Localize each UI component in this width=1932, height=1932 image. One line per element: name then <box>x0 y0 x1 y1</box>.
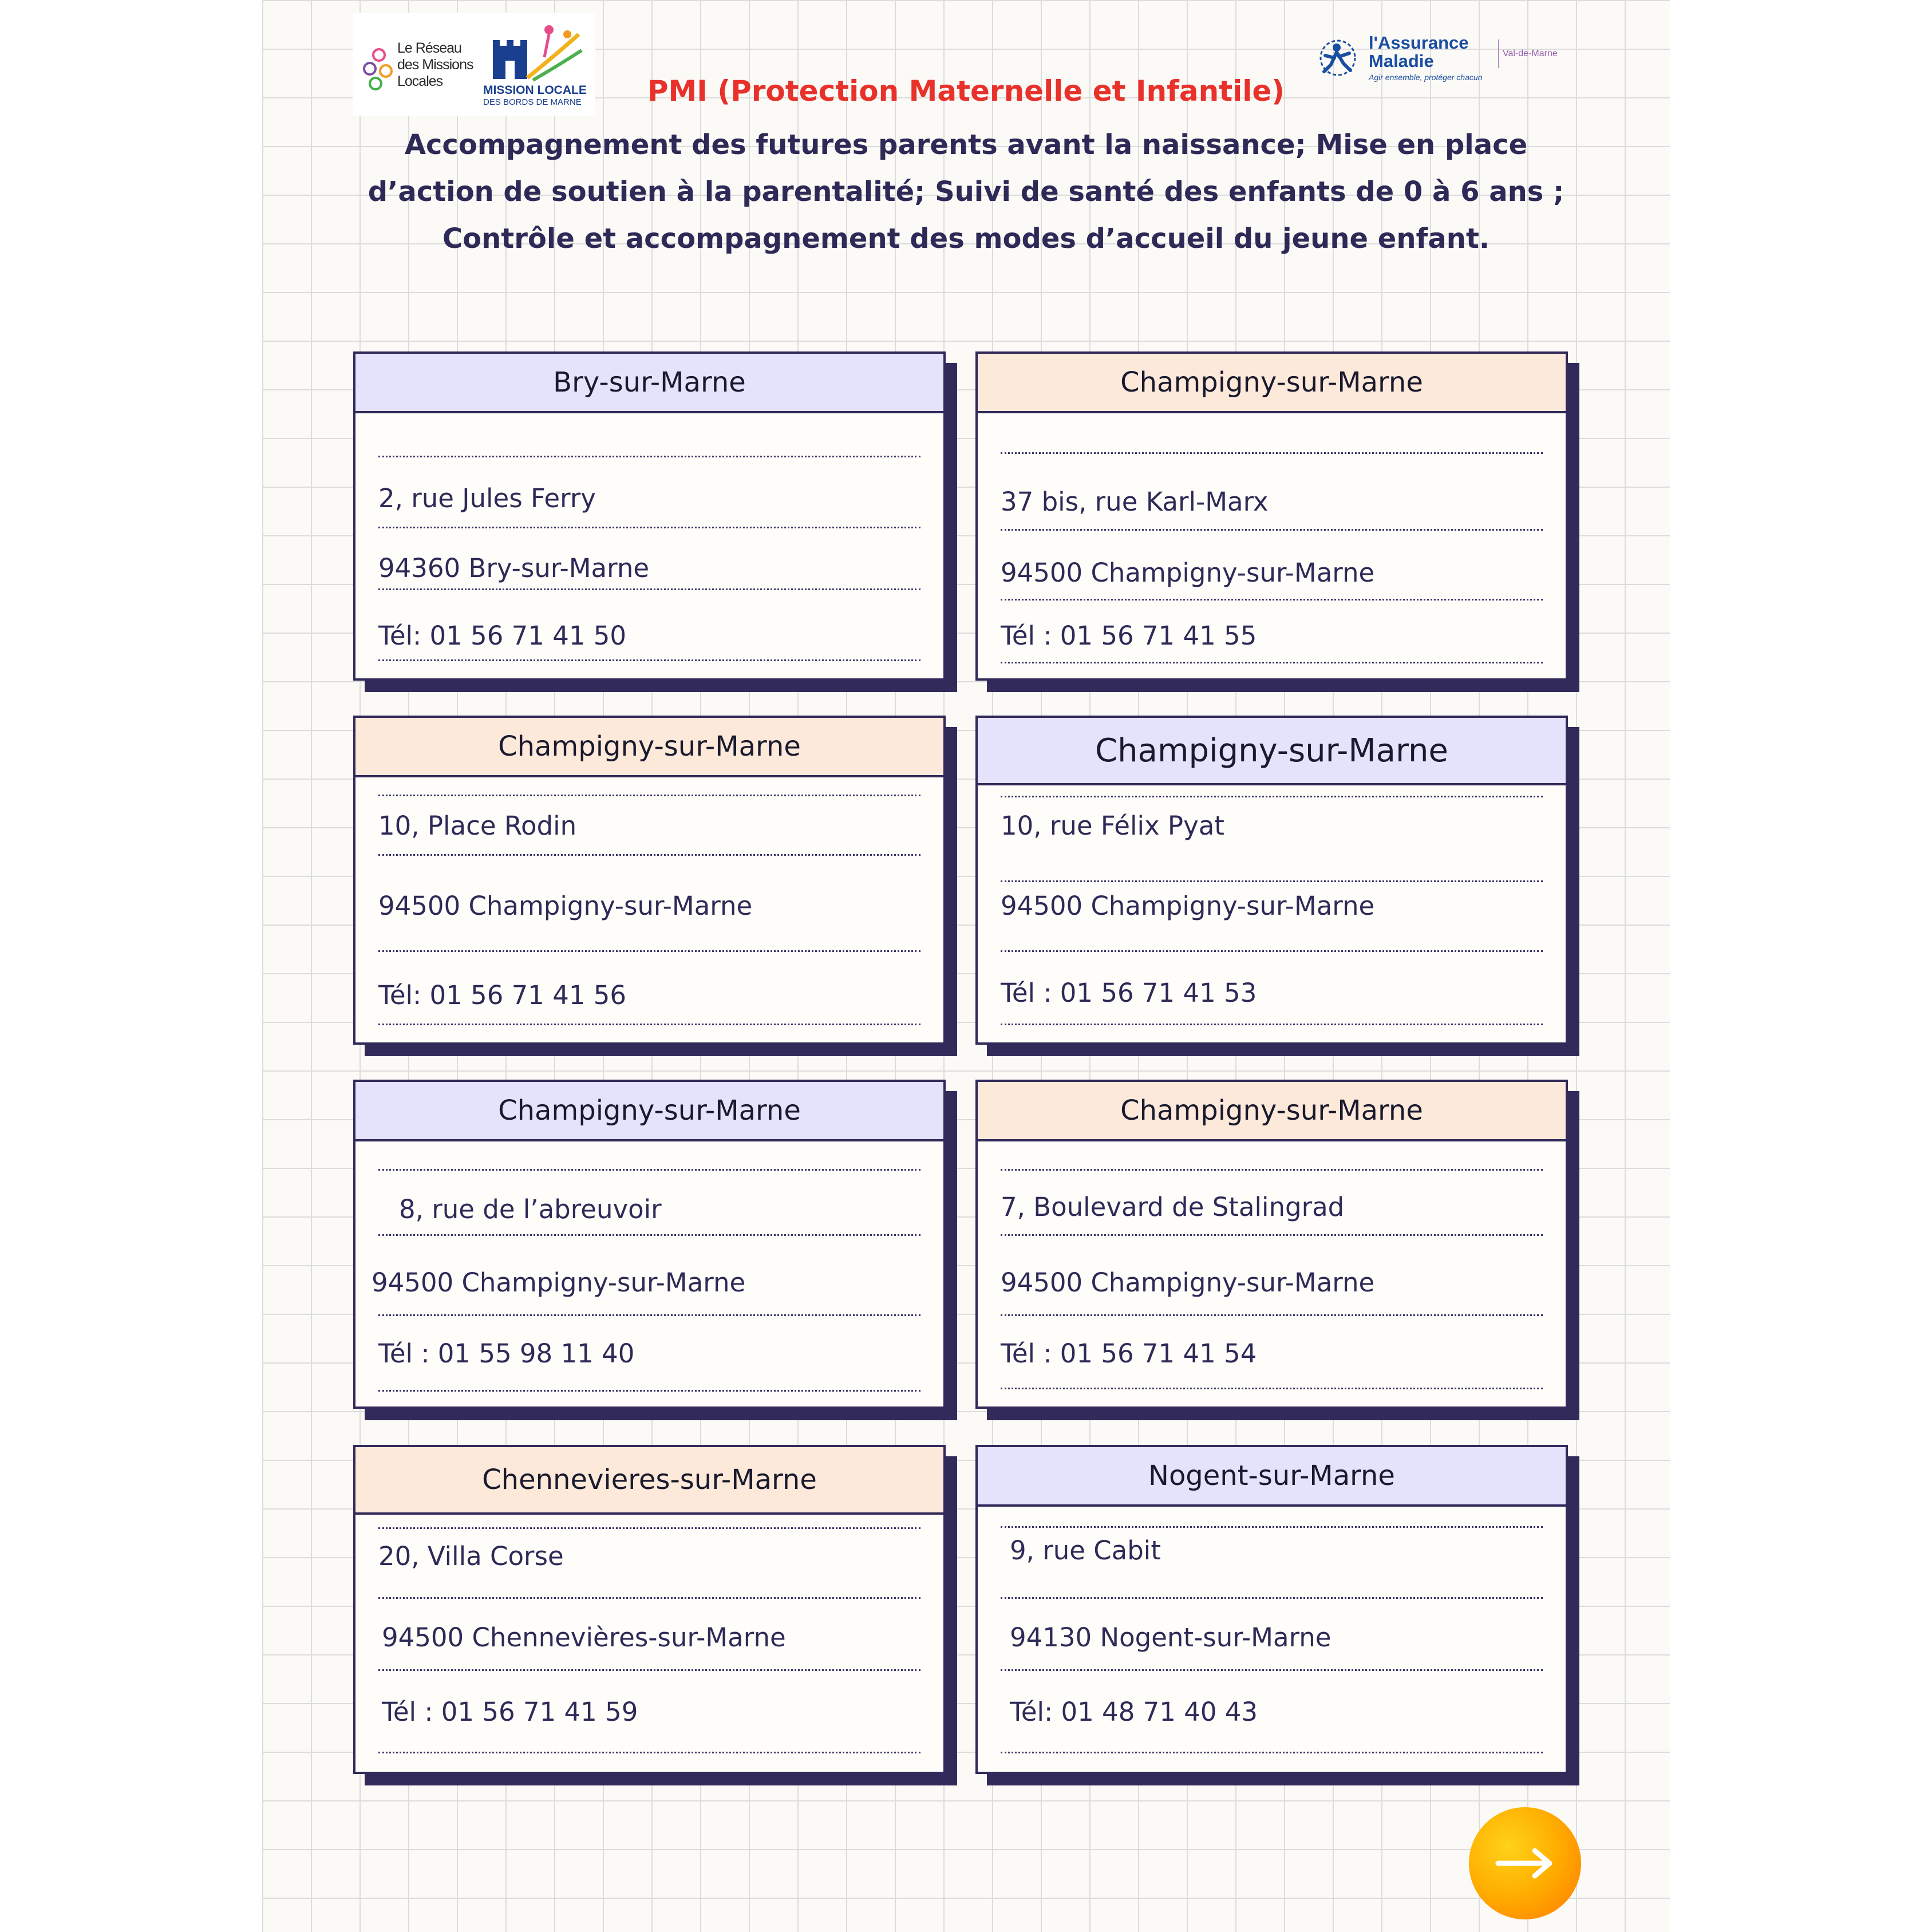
card-divider <box>378 950 920 952</box>
page-title: PMI (Protection Maternelle et Infantile) <box>647 74 1285 108</box>
card-divider <box>378 588 920 590</box>
card-divider <box>378 1669 920 1671</box>
card-postal: 94500 Champigny-sur-Marne <box>378 891 753 921</box>
card-city: Bry-sur-Marne <box>355 354 943 413</box>
card-divider <box>1001 599 1543 600</box>
card-body <box>975 1445 1568 1774</box>
card-postal: 94500 Champigny-sur-Marne <box>372 1267 746 1298</box>
card-postal: 94360 Bry-sur-Marne <box>378 553 650 583</box>
card-divider <box>1001 1669 1543 1671</box>
card-divider <box>1001 1388 1543 1389</box>
logo-separator <box>1498 39 1499 68</box>
card-city: Champigny-sur-Marne <box>355 718 943 777</box>
card-phone: Tél : 01 56 71 41 53 <box>1001 978 1257 1008</box>
card-divider <box>1001 452 1543 454</box>
page-description: Accompagnement des futures parents avant la naissance; Mise en place d’action de soutien à la parentalité; Suivi de santé des enfants de 0 à 6 ans ; Contrôle et accompagnement des modes d’accueil du jeune enfant. <box>368 129 1564 255</box>
card-divider <box>1001 1169 1543 1171</box>
assurance-maladie-name: l'Assurance Maladie <box>1369 33 1469 71</box>
card-divider <box>378 1597 920 1599</box>
card-divider <box>1001 1024 1543 1025</box>
card-address: 7, Boulevard de Stalingrad <box>1001 1192 1345 1222</box>
card-city: Nogent-sur-Marne <box>978 1447 1566 1507</box>
card-phone: Tél : 01 56 71 41 54 <box>1001 1338 1257 1369</box>
card-divider <box>1001 796 1543 797</box>
card-postal: 94500 Champigny-sur-Marne <box>1001 558 1375 588</box>
assurance-maladie-slogan: Agir ensemble, protéger chacun <box>1369 73 1483 82</box>
card-address: 37 bis, rue Karl-Marx <box>1001 487 1269 517</box>
card-city: Champigny-sur-Marne <box>978 1082 1566 1141</box>
card-address: 10, rue Félix Pyat <box>1001 811 1224 841</box>
card-address: 8, rue de l’abreuvoir <box>399 1194 662 1224</box>
card-divider <box>378 527 920 528</box>
card-body <box>975 1080 1568 1409</box>
card-divider <box>1001 880 1543 882</box>
card-postal: 94500 Champigny-sur-Marne <box>1001 1267 1375 1298</box>
department-label: Val-de-Marne <box>1503 49 1558 58</box>
card-phone: Tél : 01 56 71 41 59 <box>382 1697 638 1727</box>
card-divider <box>1001 950 1543 952</box>
reseau-missions-locales-icon <box>363 47 395 93</box>
card-city: Champigny-sur-Marne <box>978 354 1566 413</box>
card-phone: Tél: 01 56 71 41 56 <box>378 980 627 1010</box>
card-divider <box>378 1024 920 1025</box>
card-postal: 94500 Champigny-sur-Marne <box>1001 891 1375 921</box>
pmi-card-champigny-stalingrad <box>975 1080 1568 1409</box>
pmi-card-champigny-karl-marx <box>975 351 1568 681</box>
card-city: Champigny-sur-Marne <box>355 1082 943 1141</box>
card-address: 2, rue Jules Ferry <box>378 483 596 513</box>
card-body <box>353 351 946 681</box>
card-body <box>975 716 1568 1045</box>
card-divider <box>1001 1597 1543 1599</box>
card-address: 20, Villa Corse <box>378 1541 564 1571</box>
card-divider <box>1001 1234 1543 1236</box>
card-body <box>353 1445 946 1774</box>
card-divider <box>378 795 920 796</box>
card-divider <box>1001 529 1543 531</box>
card-address: 9, rue Cabit <box>1010 1535 1161 1566</box>
pmi-card-champigny-abreuvoir <box>353 1080 946 1409</box>
card-body <box>353 716 946 1045</box>
card-divider <box>378 1752 920 1753</box>
card-phone: Tél: 01 56 71 41 50 <box>378 621 627 651</box>
card-divider <box>378 1169 920 1171</box>
mission-locale-subtitle: DES BORDS DE MARNE <box>483 97 582 107</box>
card-divider <box>1001 1314 1543 1316</box>
card-body <box>975 351 1568 681</box>
card-divider <box>378 1234 920 1236</box>
pmi-card-champigny-felix-pyat <box>975 716 1568 1045</box>
card-divider <box>1001 1526 1543 1528</box>
card-postal: 94500 Chennevières-sur-Marne <box>382 1622 786 1653</box>
card-divider <box>378 456 920 457</box>
card-divider <box>378 659 920 661</box>
arrow-right-icon <box>1494 1846 1556 1880</box>
card-divider <box>1001 662 1543 663</box>
pmi-card-bry <box>353 351 946 681</box>
card-divider <box>378 1314 920 1316</box>
card-phone: Tél: 01 48 71 40 43 <box>1010 1697 1258 1727</box>
card-phone: Tél : 01 55 98 11 40 <box>378 1338 635 1369</box>
reseau-text: Le Réseau des Missions Locales <box>397 40 473 89</box>
card-city: Champigny-sur-Marne <box>978 718 1566 785</box>
card-divider <box>378 1390 920 1392</box>
card-body <box>353 1080 946 1409</box>
pmi-card-chennevieres <box>353 1445 946 1774</box>
card-phone: Tél : 01 56 71 41 55 <box>1001 621 1257 651</box>
card-divider <box>378 854 920 856</box>
pmi-card-nogent <box>975 1445 1568 1774</box>
next-page-button[interactable] <box>1469 1807 1581 1919</box>
card-postal: 94130 Nogent-sur-Marne <box>1010 1622 1332 1653</box>
mission-locale-title: MISSION LOCALE <box>483 84 587 97</box>
card-divider <box>378 1527 920 1529</box>
card-divider <box>1001 1752 1543 1753</box>
pmi-card-champigny-rodin <box>353 716 946 1045</box>
card-address: 10, Place Rodin <box>378 811 577 841</box>
card-city: Chennevieres-sur-Marne <box>355 1447 943 1515</box>
assurance-maladie-icon <box>1314 35 1365 81</box>
